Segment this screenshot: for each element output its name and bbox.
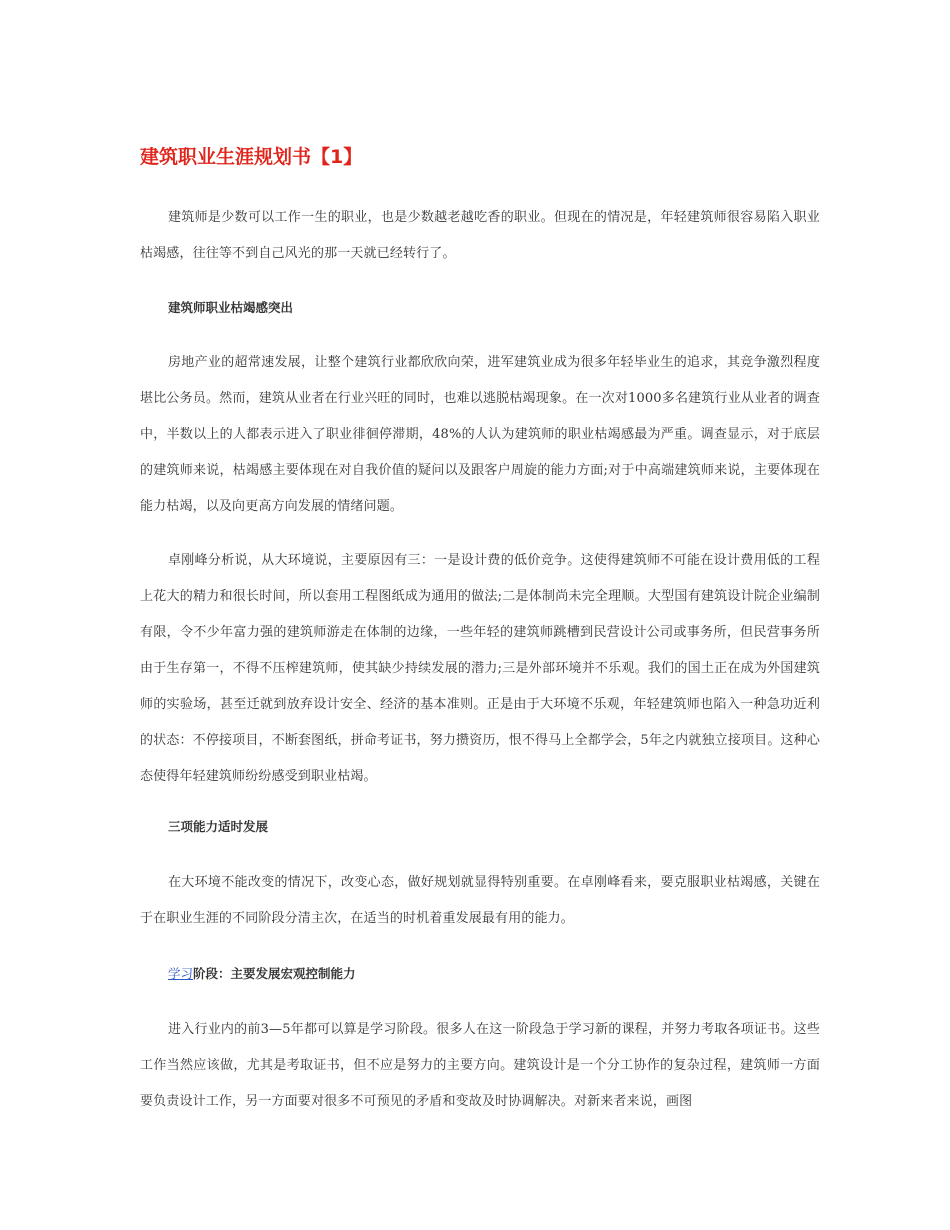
section-heading-burnout: 建筑师职业枯竭感突出	[168, 300, 294, 315]
intro-paragraph: 建筑师是少数可以工作一生的职业，也是少数越老越吃香的职业。但现在的情况是，年轻建筑师很容易陷入职业枯竭感，往往等不到自己风光的那一天就已经转行了。	[140, 210, 820, 261]
burnout-paragraph-1: 房地产业的超常速发展，让整个建筑行业都欣欣向荣，进军建筑业成为很多年轻毕业生的追求，其竞争激烈程度堪比公务员。然而，建筑从业者在行业兴旺的同时，也难以逃脱枯竭现象。在一次对1000多名建筑行业从业者的调查中，半数以上的人都表示进入了职业徘徊停滞期，48%的人认为建筑师的职业枯竭感最为严重。调查显示，对于底层的建筑师来说，枯竭感主要体现在对自我价值的疑问以及跟客户周旋的能力方面;对于中高端建筑师来说，主要体现在能力枯竭，以及向更高方向发展的情绪问题。	[140, 355, 820, 514]
learning-heading-text: 阶段：主要发展宏观控制能力	[193, 966, 356, 981]
abilities-paragraph: 在大环境不能改变的情况下，改变心态，做好规划就显得特别重要。在卓刚峰看来，要克服职业枯竭感，关键在于在职业生涯的不同阶段分清主次，在适当的时机着重发展最有用的能力。	[140, 875, 820, 926]
learning-link[interactable]: 学习	[168, 966, 194, 981]
section-heading-learning-stage	[168, 964, 356, 984]
burnout-paragraph-2: 卓刚峰分析说，从大环境说，主要原因有三：一是设计费的低价竞争。这使得建筑师不可能在设计费用低的工程上花大的精力和很长时间，所以套用工程图纸成为通用的做法;二是体制尚未完全理顺。大型国有建筑设计院企业编制有限，令不少年富力强的建筑师游走在体制的边缘，一些年轻的建筑师跳槽到民营设计公司或事务所，但民营事务所由于生存第一，不得不压榨建筑师，使其缺少持续发展的潜力;三是外部环境并不乐观。我们的国土正在成为外国建筑师的实验场，甚至迁就到放弃设计安全、经济的基本准则。正是由于大环境不乐观，年轻建筑师也陷入一种急功近利的状态：不停接项目，不断套图纸，拼命考证书，努力攒资历，恨不得马上全都学会，5年之内就独立接项目。这种心态使得年轻建筑师纷纷感受到职业枯竭。	[140, 553, 820, 784]
document-title: 建筑职业生涯规划书【1】	[140, 146, 363, 168]
section-heading-abilities: 三项能力适时发展	[168, 819, 269, 834]
learning-paragraph: 进入行业内的前3—5年都可以算是学习阶段。很多人在这一阶段急于学习新的课程，并努力考取各项证书。这些工作当然应该做，尤其是考取证书，但不应是努力的主要方向。建筑设计是一个分工协作的复杂过程，建筑师一方面要负责设计工作，另一方面要对很多不可预见的矛盾和变故及时协调解决。对新来者来说，画图	[140, 1022, 820, 1109]
